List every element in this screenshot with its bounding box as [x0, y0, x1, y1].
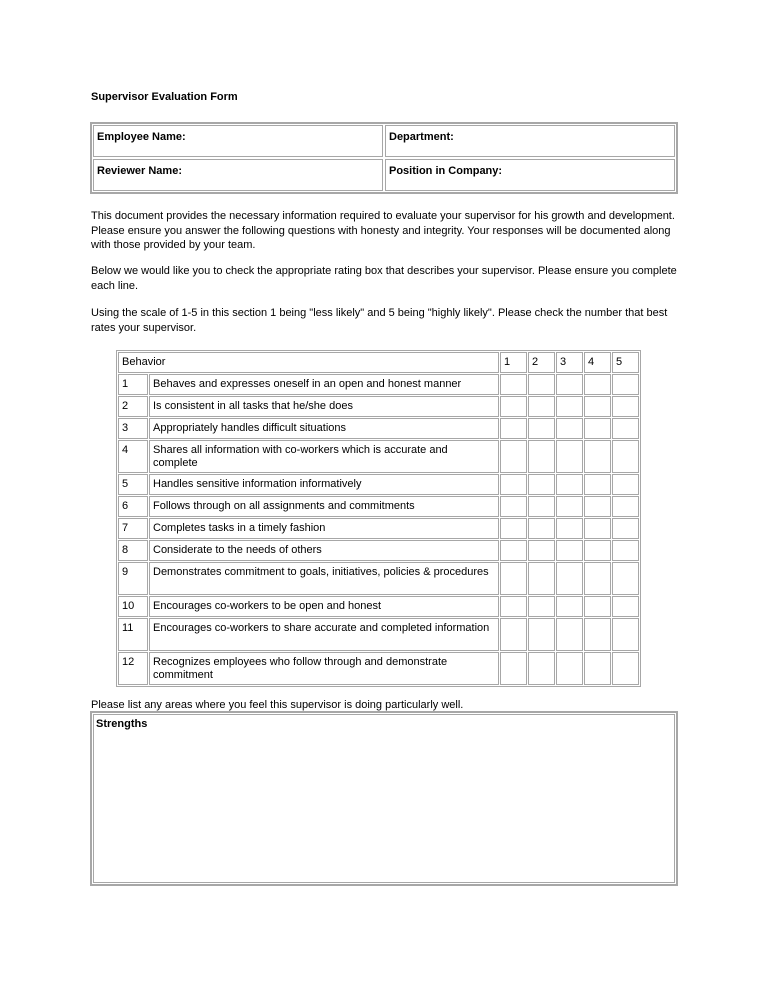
- rating-checkbox-4[interactable]: [584, 618, 611, 651]
- rating-row-number: 7: [118, 518, 148, 539]
- rating-checkbox-3[interactable]: [556, 440, 583, 473]
- rating-row-number: 12: [118, 652, 148, 685]
- rating-checkbox-2[interactable]: [528, 540, 555, 561]
- rating-row: [118, 652, 639, 685]
- rating-row-number: 6: [118, 496, 148, 517]
- rating-checkbox-4[interactable]: [584, 474, 611, 495]
- rating-checkbox-3[interactable]: [556, 540, 583, 561]
- rating-checkbox-2[interactable]: [528, 562, 555, 595]
- rating-row-behavior: Considerate to the needs of others: [149, 540, 499, 561]
- rating-checkbox-1[interactable]: [500, 418, 527, 439]
- rating-row-behavior: Handles sensitive information informatively: [149, 474, 499, 495]
- rating-checkbox-5[interactable]: [612, 374, 639, 395]
- rating-checkbox-1[interactable]: [500, 440, 527, 473]
- position-label: Position in Company:: [389, 165, 503, 177]
- scale-header-5: 5: [612, 352, 639, 373]
- rating-checkbox-3[interactable]: [556, 518, 583, 539]
- position-field[interactable]: [385, 159, 675, 191]
- rating-checkbox-1[interactable]: [500, 596, 527, 617]
- rating-checkbox-1[interactable]: [500, 396, 527, 417]
- rating-checkbox-3[interactable]: [556, 562, 583, 595]
- rating-checkbox-2[interactable]: [528, 618, 555, 651]
- rating-row-behavior: Is consistent in all tasks that he/she does: [149, 396, 499, 417]
- rating-checkbox-4[interactable]: [584, 562, 611, 595]
- rating-checkbox-4[interactable]: [584, 596, 611, 617]
- scale-header-2: 2: [528, 352, 555, 373]
- rating-row-behavior: Completes tasks in a timely fashion: [149, 518, 499, 539]
- rating-checkbox-5[interactable]: [612, 618, 639, 651]
- rating-checkbox-2[interactable]: [528, 440, 555, 473]
- rating-checkbox-2[interactable]: [528, 652, 555, 685]
- strengths-prompt: Please list any areas where you feel this supervisor is doing particularly well.: [91, 699, 464, 711]
- rating-checkbox-4[interactable]: [584, 440, 611, 473]
- rating-row-behavior: Follows through on all assignments and commitments: [149, 496, 499, 517]
- rating-row-number: 10: [118, 596, 148, 617]
- rating-checkbox-2[interactable]: [528, 518, 555, 539]
- scale-paragraph: Using the scale of 1-5 in this section 1 being "less likely" and 5 being "highly likely". Please check the number that best rates your supervisor.: [91, 307, 668, 334]
- rating-row: [118, 618, 639, 651]
- rating-row: [118, 396, 639, 417]
- page-title: Supervisor Evaluation Form: [91, 91, 238, 103]
- intro-paragraph: This document provides the necessary information required to evaluate your supervisor for his growth and development. Please ensure you answer the following questions with honesty and integrity. Your responses will be documented along with those provided by your team.: [91, 210, 675, 251]
- rating-checkbox-2[interactable]: [528, 374, 555, 395]
- rating-checkbox-1[interactable]: [500, 474, 527, 495]
- rating-checkbox-4[interactable]: [584, 396, 611, 417]
- rating-checkbox-1[interactable]: [500, 518, 527, 539]
- rating-checkbox-5[interactable]: [612, 418, 639, 439]
- rating-row-number: 5: [118, 474, 148, 495]
- rating-checkbox-3[interactable]: [556, 596, 583, 617]
- employee-name-label: Employee Name:: [97, 131, 186, 143]
- rating-row: [118, 540, 639, 561]
- rating-row: [118, 596, 639, 617]
- rating-row: [118, 474, 639, 495]
- scale-header-4: 4: [584, 352, 611, 373]
- rating-checkbox-1[interactable]: [500, 618, 527, 651]
- rating-row: [118, 418, 639, 439]
- scale-header-3: 3: [556, 352, 583, 373]
- rating-row: [118, 562, 639, 595]
- rating-row-number: 8: [118, 540, 148, 561]
- rating-row: [118, 496, 639, 517]
- rating-checkbox-1[interactable]: [500, 562, 527, 595]
- rating-row-behavior: Appropriately handles difficult situations: [149, 418, 499, 439]
- rating-header-row: [118, 352, 639, 373]
- rating-checkbox-5[interactable]: [612, 540, 639, 561]
- rating-checkbox-3[interactable]: [556, 618, 583, 651]
- rating-row-behavior: Recognizes employees who follow through and demonstrate commitment: [149, 652, 499, 685]
- rating-checkbox-5[interactable]: [612, 596, 639, 617]
- instructions-paragraph: Below we would like you to check the appropriate rating box that describes your supervisor. Please ensure you complete each line.: [91, 265, 677, 292]
- rating-row-number: 1: [118, 374, 148, 395]
- rating-checkbox-2[interactable]: [528, 396, 555, 417]
- rating-checkbox-2[interactable]: [528, 496, 555, 517]
- rating-checkbox-1[interactable]: [500, 374, 527, 395]
- rating-checkbox-3[interactable]: [556, 396, 583, 417]
- rating-row-behavior: Demonstrates commitment to goals, initiatives, policies & procedures: [149, 562, 499, 595]
- rating-row: [118, 374, 639, 395]
- rating-checkbox-5[interactable]: [612, 496, 639, 517]
- rating-checkbox-5[interactable]: [612, 652, 639, 685]
- rating-checkbox-1[interactable]: [500, 540, 527, 561]
- rating-row-behavior: Encourages co-workers to be open and honest: [149, 596, 499, 617]
- rating-checkbox-5[interactable]: [612, 396, 639, 417]
- rating-row-number: 4: [118, 440, 148, 473]
- rating-row-number: 9: [118, 562, 148, 595]
- rating-checkbox-2[interactable]: [528, 418, 555, 439]
- rating-checkbox-3[interactable]: [556, 418, 583, 439]
- rating-row-behavior: Encourages co-workers to share accurate and completed information: [149, 618, 499, 651]
- rating-checkbox-2[interactable]: [528, 596, 555, 617]
- rating-checkbox-4[interactable]: [584, 418, 611, 439]
- rating-table: [116, 350, 641, 687]
- behavior-header: Behavior: [118, 352, 499, 373]
- rating-checkbox-4[interactable]: [584, 496, 611, 517]
- rating-checkbox-1[interactable]: [500, 652, 527, 685]
- rating-row-number: 3: [118, 418, 148, 439]
- rating-checkbox-3[interactable]: [556, 474, 583, 495]
- rating-row: [118, 518, 639, 539]
- rating-checkbox-3[interactable]: [556, 374, 583, 395]
- rating-checkbox-4[interactable]: [584, 374, 611, 395]
- rating-checkbox-2[interactable]: [528, 474, 555, 495]
- rating-checkbox-5[interactable]: [612, 440, 639, 473]
- reviewer-name-label: Reviewer Name:: [97, 165, 182, 177]
- rating-checkbox-4[interactable]: [584, 652, 611, 685]
- employee-name-field[interactable]: [93, 125, 383, 157]
- rating-checkbox-1[interactable]: [500, 496, 527, 517]
- rating-row: [118, 440, 639, 473]
- info-table: [90, 122, 678, 194]
- reviewer-name-field[interactable]: [93, 159, 383, 191]
- rating-row-behavior: Behaves and expresses oneself in an open and honest manner: [149, 374, 499, 395]
- rating-checkbox-5[interactable]: [612, 474, 639, 495]
- rating-row-number: 11: [118, 618, 148, 651]
- strengths-box: [90, 711, 678, 886]
- rating-checkbox-4[interactable]: [584, 540, 611, 561]
- rating-checkbox-5[interactable]: [612, 518, 639, 539]
- strengths-textarea[interactable]: [93, 714, 675, 883]
- rating-checkbox-3[interactable]: [556, 652, 583, 685]
- rating-row-behavior: Shares all information with co-workers which is accurate and complete: [149, 440, 499, 473]
- rating-checkbox-3[interactable]: [556, 496, 583, 517]
- rating-checkbox-5[interactable]: [612, 562, 639, 595]
- rating-row-number: 2: [118, 396, 148, 417]
- strengths-label: Strengths: [96, 718, 148, 730]
- department-field[interactable]: [385, 125, 675, 157]
- department-label: Department:: [389, 131, 454, 143]
- scale-header-1: 1: [500, 352, 527, 373]
- rating-checkbox-4[interactable]: [584, 518, 611, 539]
